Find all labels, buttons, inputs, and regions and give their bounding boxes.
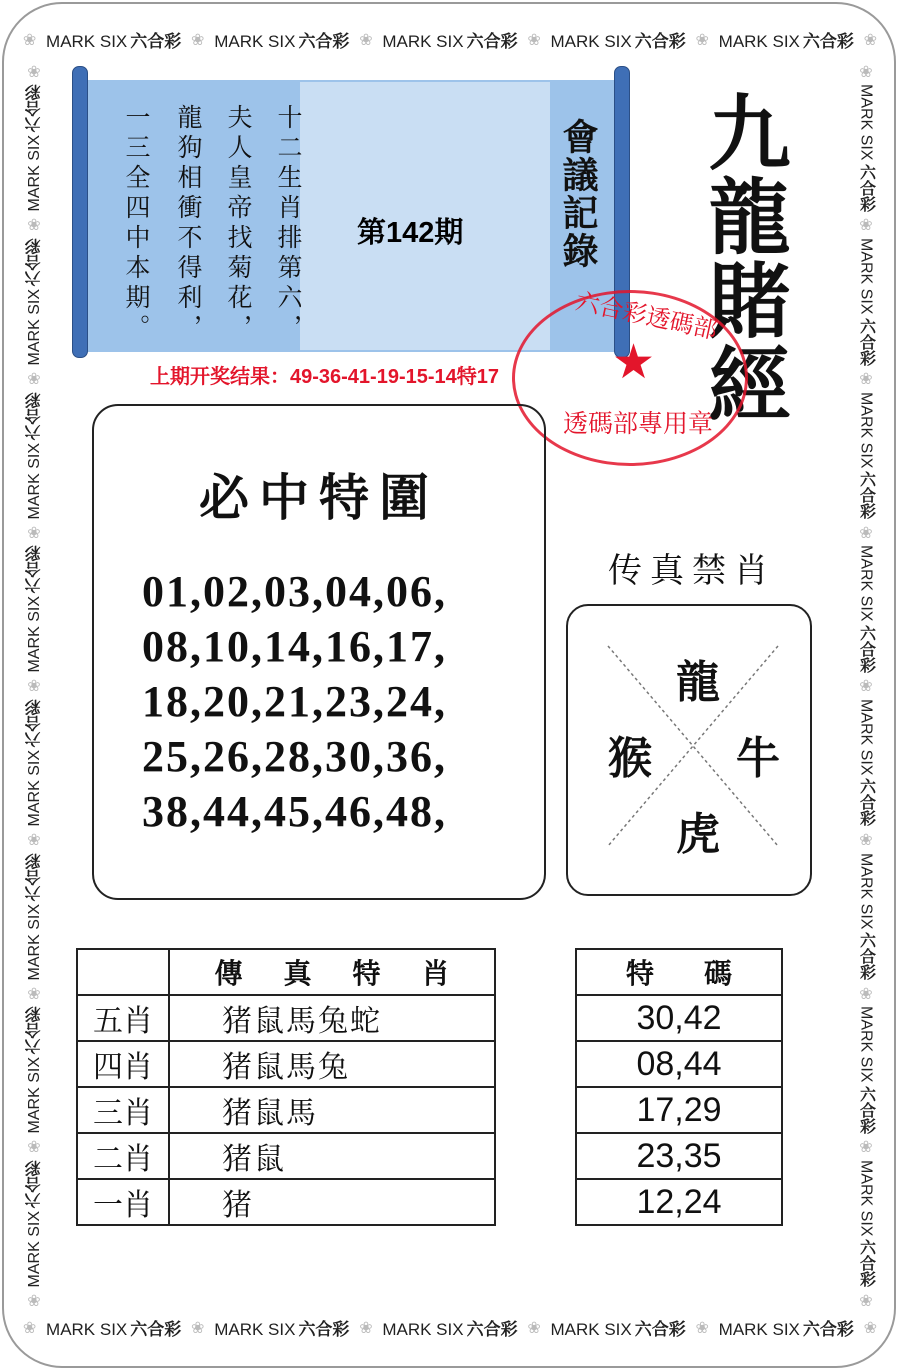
code-cell: 23,35 <box>576 1133 782 1179</box>
flower-icon: ❀ <box>27 1137 41 1157</box>
watermark-label: MARK SIX <box>25 442 43 520</box>
flower-icon: ❀ <box>859 369 873 389</box>
row-label: 三肖 <box>77 1087 169 1133</box>
page-title: 九龍賭經 <box>695 90 791 426</box>
poem-line-1: 十二生肖排第六， <box>274 104 303 344</box>
code-cell: 08,44 <box>576 1041 782 1087</box>
flower-icon: ❀ <box>859 61 873 81</box>
flower-icon: ❀ <box>863 29 878 49</box>
poem-line-3: 龍狗相衝不得利， <box>174 104 203 344</box>
left-watermark-band <box>20 60 48 1312</box>
flower-icon: ❀ <box>27 369 41 389</box>
header-empty-cell <box>77 949 169 995</box>
flower-icon: ❀ <box>22 1317 37 1337</box>
flower-icon: ❀ <box>863 1317 878 1337</box>
banned-zodiac-box <box>566 604 812 896</box>
watermark-text <box>23 392 46 519</box>
watermark-label: MARK SIX <box>214 1319 296 1339</box>
flower-icon: ❀ <box>27 215 41 235</box>
watermark-brand: 六合彩 <box>857 317 875 366</box>
seal-top-text: 六合彩透碼部 <box>573 287 720 345</box>
flower-icon: ❀ <box>27 1291 41 1311</box>
flower-icon: ❀ <box>359 29 373 49</box>
flower-icon: ❀ <box>859 522 873 542</box>
watermark-label: MARK SIX <box>25 1057 43 1134</box>
row-animals: 猪鼠馬 <box>169 1087 495 1133</box>
watermark-label: MARK SIX <box>382 1319 464 1339</box>
table-row <box>576 1133 782 1179</box>
watermark-brand: 六合彩 <box>25 545 43 594</box>
watermark-text <box>855 699 878 826</box>
watermark-text <box>214 1315 349 1340</box>
watermark-brand: 六合彩 <box>130 1319 182 1339</box>
zodiac-monkey: 猴 <box>608 733 652 784</box>
watermark-text <box>23 699 46 826</box>
watermark-text <box>855 392 878 519</box>
header-char: 特 <box>625 957 654 990</box>
flower-icon: ❀ <box>27 522 41 542</box>
code-cell: 12,24 <box>576 1179 782 1225</box>
row-label: 四肖 <box>77 1041 169 1087</box>
top-watermark-band <box>18 24 882 54</box>
watermark-brand: 六合彩 <box>298 31 350 51</box>
watermark-label: MARK SIX <box>857 699 875 776</box>
seal-bottom-text: 透碼部專用章 <box>563 409 714 438</box>
number-row: 25,26,28,30,36, <box>142 732 447 781</box>
special-numbers-list <box>142 564 562 839</box>
watermark-text <box>382 27 517 52</box>
watermark-text <box>855 238 878 365</box>
header-char: 特 <box>352 957 381 990</box>
flower-icon: ❀ <box>191 29 205 49</box>
watermark-label: MARK SIX <box>550 1319 632 1339</box>
watermark-text <box>855 853 878 980</box>
watermark-text <box>46 1315 181 1340</box>
flower-icon: ❀ <box>859 215 873 235</box>
code-cell: 30,42 <box>576 995 782 1041</box>
number-row: 08,10,14,16,17, <box>142 622 447 671</box>
banned-zodiac-label: 传真禁肖 <box>608 551 776 591</box>
table-row <box>77 1041 495 1087</box>
row-animals: 猪鼠馬兔 <box>169 1041 495 1087</box>
flower-icon: ❀ <box>27 676 41 696</box>
number-row: 38,44,45,46,48, <box>142 787 447 836</box>
watermark-text <box>23 1006 46 1133</box>
watermark-text <box>551 27 686 52</box>
flower-icon: ❀ <box>859 1291 873 1311</box>
table-row <box>77 995 495 1041</box>
watermark-brand: 六合彩 <box>802 31 854 51</box>
meeting-record-label: 會議記錄 <box>557 118 598 270</box>
right-watermark-band <box>852 60 880 1312</box>
watermark-text <box>855 1006 878 1133</box>
watermark-brand: 六合彩 <box>634 1319 686 1339</box>
flower-icon: ❀ <box>359 1317 373 1337</box>
watermark-brand: 六合彩 <box>634 31 686 51</box>
header-cell <box>169 949 495 995</box>
watermark-label: MARK SIX <box>25 135 43 212</box>
watermark-text <box>855 1160 878 1287</box>
header-char: 傳 <box>214 957 243 990</box>
watermark-label: MARK SIX <box>382 31 464 51</box>
watermark-brand: 六合彩 <box>857 1239 875 1288</box>
poem-line-2: 夫人皇帝找菊花， <box>224 104 253 344</box>
watermark-brand: 六合彩 <box>466 1319 518 1339</box>
table-row <box>77 1087 495 1133</box>
watermark-label: MARK SIX <box>857 545 875 622</box>
bottom-watermark-band <box>18 1312 882 1342</box>
watermark-label: MARK SIX <box>857 391 875 469</box>
flower-icon: ❀ <box>527 29 541 49</box>
star-icon: ★ <box>612 334 656 390</box>
flower-icon: ❀ <box>859 830 873 850</box>
watermark-label: MARK SIX <box>718 31 800 51</box>
watermark-brand: 六合彩 <box>857 932 875 981</box>
watermark-text <box>855 84 878 211</box>
flower-icon: ❀ <box>191 1317 205 1337</box>
special-code-table <box>575 948 783 1226</box>
watermark-brand: 六合彩 <box>25 84 43 133</box>
flower-icon: ❀ <box>859 983 873 1003</box>
watermark-label: MARK SIX <box>718 1319 800 1339</box>
watermark-brand: 六合彩 <box>25 391 43 440</box>
flower-icon: ❀ <box>695 1317 709 1337</box>
watermark-label: MARK SIX <box>46 31 128 51</box>
watermark-text <box>23 545 46 672</box>
code-cell: 17,29 <box>576 1087 782 1133</box>
watermark-text <box>23 1160 46 1287</box>
zodiac-dragon: 龍 <box>676 657 720 708</box>
watermark-brand: 六合彩 <box>25 852 43 901</box>
flower-icon: ❀ <box>22 29 37 49</box>
header-cell <box>576 949 782 995</box>
watermark-label: MARK SIX <box>857 852 875 930</box>
header-char: 真 <box>283 957 312 990</box>
watermark-label: MARK SIX <box>25 750 43 827</box>
table-header-row <box>77 949 495 995</box>
watermark-brand: 六合彩 <box>857 471 875 520</box>
watermark-label: MARK SIX <box>25 289 43 366</box>
flower-icon: ❀ <box>27 830 41 850</box>
last-draw-result: 上期开奖结果：49-36-41-19-15-14特17 <box>150 366 500 388</box>
watermark-text <box>719 1315 854 1340</box>
watermark-brand: 六合彩 <box>802 1319 854 1339</box>
watermark-brand: 六合彩 <box>298 1319 350 1339</box>
watermark-label: MARK SIX <box>857 84 875 161</box>
flower-icon: ❀ <box>859 676 873 696</box>
watermark-brand: 六合彩 <box>25 1006 43 1055</box>
zodiac-tiger: 虎 <box>676 809 720 860</box>
flower-icon: ❀ <box>27 61 41 81</box>
watermark-brand: 六合彩 <box>130 31 182 51</box>
special-title: 必中特圍 <box>199 468 439 527</box>
watermark-text <box>551 1315 686 1340</box>
watermark-label: MARK SIX <box>857 1159 875 1237</box>
scroll-rod-left <box>72 66 88 358</box>
watermark-brand: 六合彩 <box>857 163 875 212</box>
watermark-brand: 六合彩 <box>857 778 875 827</box>
watermark-label: MARK SIX <box>857 238 875 315</box>
row-animals: 猪 <box>169 1179 495 1225</box>
number-row: 18,20,21,23,24, <box>142 677 447 726</box>
row-animals: 猪鼠 <box>169 1133 495 1179</box>
watermark-brand: 六合彩 <box>857 624 875 673</box>
table-header-row <box>576 949 782 995</box>
watermark-brand: 六合彩 <box>25 699 43 748</box>
watermark-brand: 六合彩 <box>25 238 43 287</box>
table-row <box>576 1087 782 1133</box>
watermark-label: MARK SIX <box>46 1319 128 1339</box>
watermark-text <box>719 27 854 52</box>
watermark-label: MARK SIX <box>25 903 43 981</box>
flower-icon: ❀ <box>27 983 41 1003</box>
table-row <box>576 995 782 1041</box>
issue-number: 第142期 <box>357 217 464 249</box>
table-row <box>77 1133 495 1179</box>
watermark-label: MARK SIX <box>25 1210 43 1288</box>
watermark-label: MARK SIX <box>25 596 43 673</box>
zodiac-ox: 牛 <box>736 733 780 784</box>
watermark-label: MARK SIX <box>857 1006 875 1083</box>
row-label: 一肖 <box>77 1179 169 1225</box>
watermark-text <box>855 545 878 672</box>
header-char: 肖 <box>421 957 450 990</box>
watermark-brand: 六合彩 <box>466 31 518 51</box>
row-animals: 猪鼠馬兔蛇 <box>169 995 495 1041</box>
row-label: 二肖 <box>77 1133 169 1179</box>
header-char: 碼 <box>703 957 732 990</box>
watermark-label: MARK SIX <box>214 31 296 51</box>
flower-icon: ❀ <box>859 1137 873 1157</box>
table-row <box>576 1179 782 1225</box>
watermark-text <box>23 238 46 365</box>
number-row: 01,02,03,04,06, <box>142 567 447 616</box>
table-row <box>576 1041 782 1087</box>
watermark-text <box>214 27 349 52</box>
watermark-brand: 六合彩 <box>857 1085 875 1134</box>
watermark-text <box>23 84 46 211</box>
special-numbers-box <box>92 404 546 900</box>
flower-icon: ❀ <box>527 1317 541 1337</box>
watermark-label: MARK SIX <box>550 31 632 51</box>
watermark-text <box>23 853 46 980</box>
watermark-text <box>382 1315 517 1340</box>
flower-icon: ❀ <box>695 29 709 49</box>
watermark-brand: 六合彩 <box>25 1159 43 1208</box>
watermark-text <box>46 27 181 52</box>
row-label: 五肖 <box>77 995 169 1041</box>
poem-line-4: 一三全四中本期。 <box>122 104 151 344</box>
fax-zodiac-table <box>76 948 496 1226</box>
table-row <box>77 1179 495 1225</box>
